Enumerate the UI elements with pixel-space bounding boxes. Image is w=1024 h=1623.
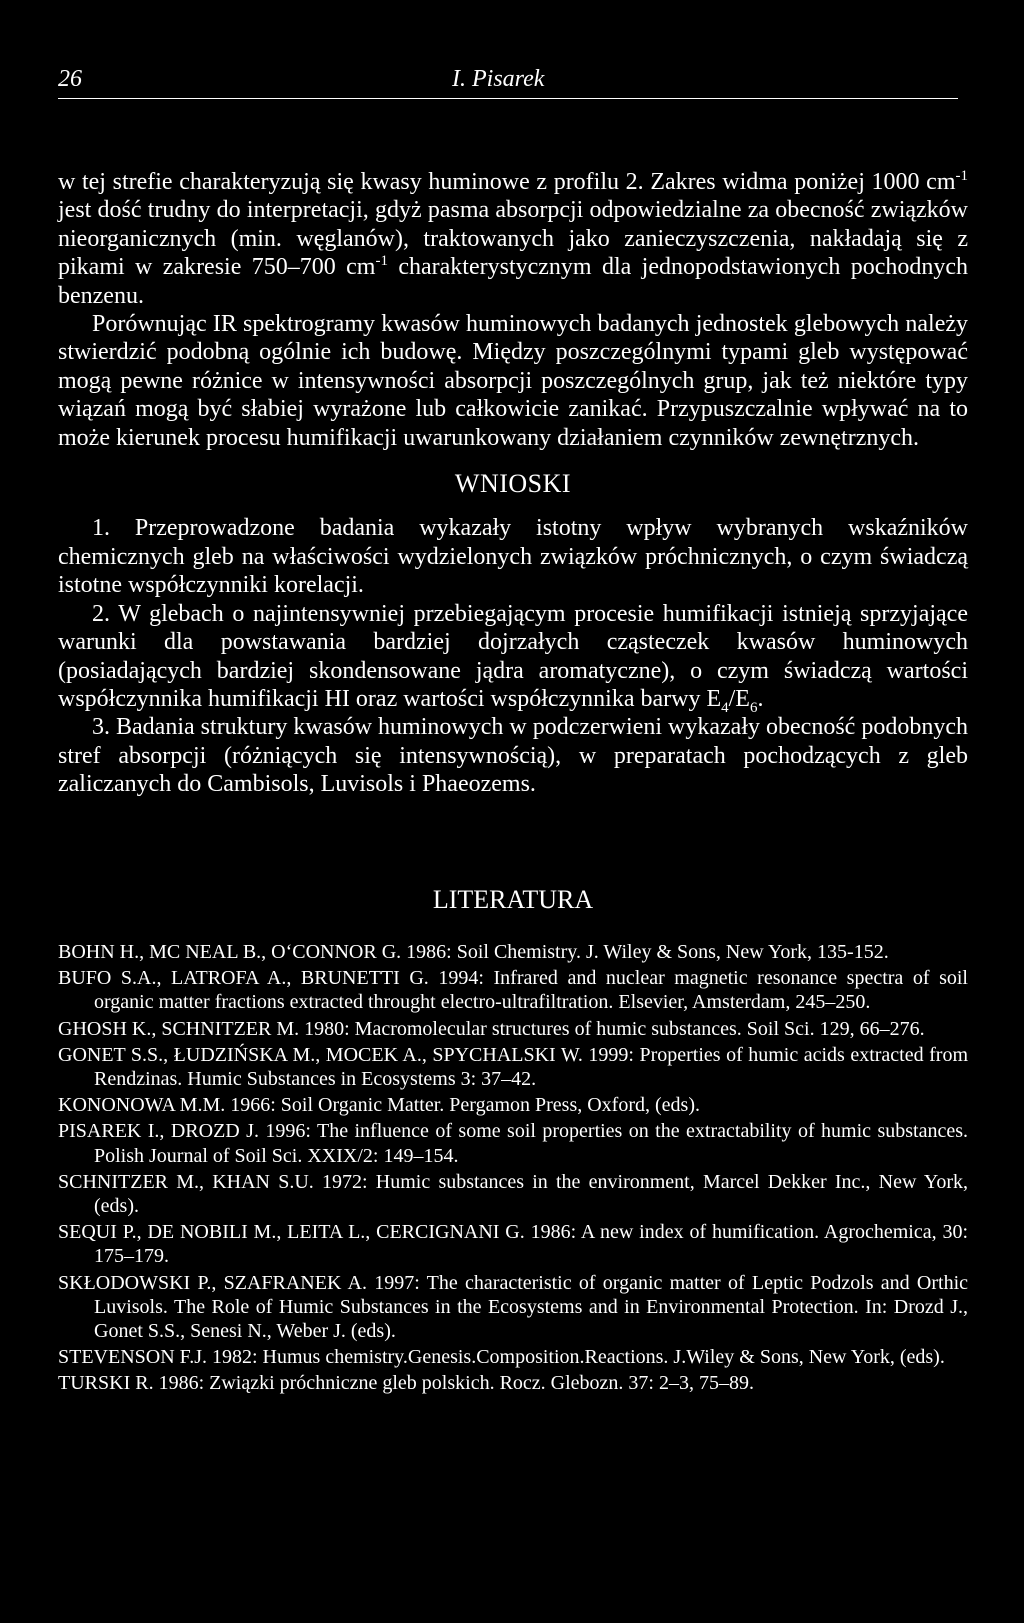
paragraph-1-text-b: jest dość trudny do interpretacji, gdyż pasma absorpcji odpowiedzialne za obecność związków nieorganicznych (min. węglanów), traktowanych jako zanieczyszczenia, nakładają się z pikami w zakresie 750–700 cm <box>58 197 968 281</box>
body-text <box>58 168 968 799</box>
conclusion-item-2-text-a: 2. W glebach o najintensywniej przebiegającym procesie humifikacji istnieją sprzyjające warunki dla powstawania bardziej dojrzałych cząsteczek kwasów huminowych (posiadających bardziej skondensowane jądra aromatyczne), o czym świadczą wartości współczynnika humifikacji HI oraz wartości współczynnika barwy E <box>58 600 968 712</box>
subscript: 6 <box>749 699 758 716</box>
reference-item: PISAREK I., DROZD J. 1996: The influence of some soil properties on the extractability of humic substances. Polish Journal of Soil Sci. XXIX/2: 149–154. <box>58 1120 968 1167</box>
reference-list <box>58 940 968 1398</box>
conclusion-item-2-text-c: . <box>757 685 764 712</box>
page-number: 26 <box>58 66 82 92</box>
reference-item: BUFO S.A., LATROFA A., BRUNETTI G. 1994: Infrared and nuclear magnetic resonance spectra of soil organic matter fractions extracted throught electro-ultrafiltration. Elsevier, Amsterdam, 245–250. <box>58 967 968 1014</box>
superscript: -1 <box>955 168 968 184</box>
paragraph-1 <box>58 168 968 310</box>
paragraph-2: Porównując IR spektrogramy kwasów huminowych badanych jednostek glebowych należy stwierdzić podobną ogólnie ich budowę. Między poszczególnymi typami gleb występować mogą pewne różnice w intensywności absorpcji poszczególnych grup, jak też niektóre typy wiązań mogą być słabiej wyrażone lub całkowicie zanikać. Przypuszczalnie wpływać na to może kierunek procesu humifikacji uwarunkowany działaniem czynników zewnętrznych. <box>58 311 968 451</box>
conclusion-item-2 <box>58 600 968 714</box>
reference-item: TURSKI R. 1986: Związki próchniczne gleb polskich. Rocz. Glebozn. 37: 2–3, 75–89. <box>58 1372 754 1395</box>
reference-item: KONONOWA M.M. 1966: Soil Organic Matter. Pergamon Press, Oxford, (eds). <box>58 1094 700 1117</box>
reference-item: GONET S.S., ŁUDZIŃSKA M., MOCEK A., SPYCHALSKI W. 1999: Properties of humic acids extracted from Rendzinas. Humic Substances in Ecosystems 3: 37–42. <box>58 1043 968 1091</box>
reference-item: SEQUI P., DE NOBILI M., LEITA L., CERCIGNANI G. 1986: A new index of humification. Agrochemica, 30: 175–179. <box>58 1221 968 1268</box>
reference-item: SCHNITZER M., KHAN S.U. 1972: Humic substances in the environment, Marcel Dekker Inc., New York, (eds). <box>58 1170 968 1218</box>
section-heading-literature: LITERATURA <box>432 885 594 914</box>
paragraph-1-text-c: charakterystycznym dla jednopodstawionych pochodnych benzenu. <box>58 254 969 309</box>
superscript: -1 <box>375 253 388 270</box>
subscript: 4 <box>721 699 729 716</box>
conclusion-item-2-text-b: /E <box>728 685 750 712</box>
running-title: I. Pisarek <box>452 66 545 92</box>
reference-item: SKŁODOWSKI P., SZAFRANEK A. 1997: The characteristic of organic matter of Leptic Podzols and Orthic Luvisols. The Role of Humic Substances in the Ecosystems and in Environmental Protection. In: Drozd J., Gonet S.S., Senesi N., Weber J. (eds). <box>58 1271 968 1343</box>
reference-item: STEVENSON F.J. 1982: Humus chemistry.Genesis.Composition.Reactions. J.Wiley & Sons, New York, (eds). <box>58 1346 945 1369</box>
reference-item: GHOSH K., SCHNITZER M. 1980: Macromolecular structures of humic substances. Soil Sci. 129, 66–276. <box>58 1017 925 1040</box>
paragraph-1-text-a: w tej strefie charakteryzują się kwasy huminowe z profilu 2. Zakres widma poniżej 1000 cm <box>58 169 956 195</box>
conclusion-item-1: 1. Przeprowadzone badania wykazały istotny wpływ wybranych wskaźników chemicznych gleb na właściwości wydzielonych związków próchnicznych, o czym świadczą istotne współczynniki korelacji. <box>58 515 968 599</box>
conclusion-item-3: 3. Badania struktury kwasów huminowych w podczerwieni wykazały obecność podobnych stref absorpcji (różniących się intensywnością), w preparatach pochodzących z gleb zaliczanych do Cambisols, Luvisols i Phaeozems. <box>58 714 968 798</box>
page-header <box>58 62 958 99</box>
section-heading-conclusions: WNIOSKI <box>454 469 572 499</box>
reference-item: BOHN H., MC NEAL B., O‘CONNOR G. 1986: Soil Chemistry. J. Wiley & Sons, New York, 135-152. <box>58 941 889 963</box>
